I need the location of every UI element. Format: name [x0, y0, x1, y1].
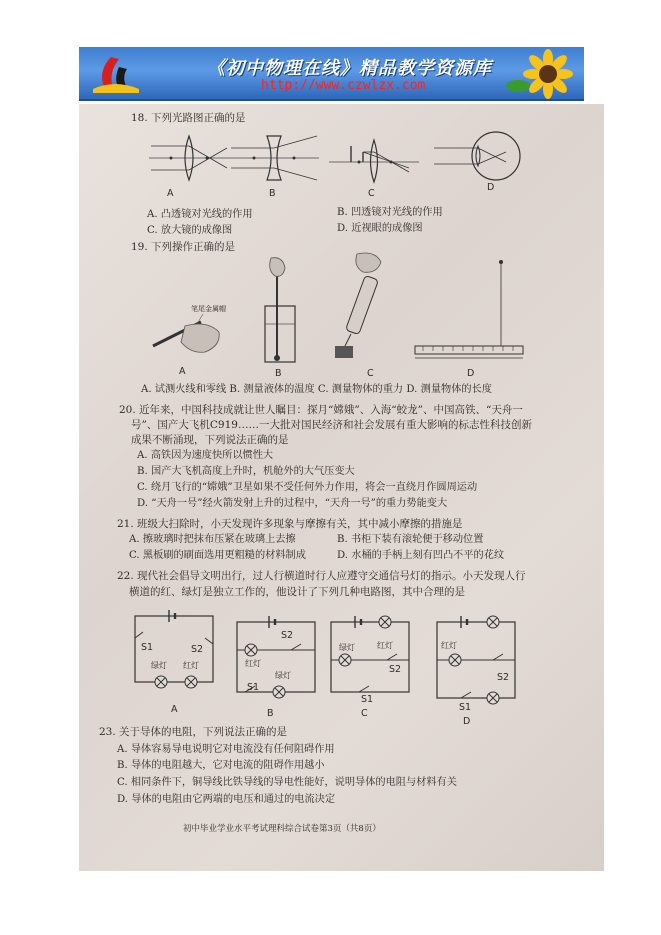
q18-label-b: B — [269, 188, 276, 199]
q18-option-d: D. 近视眼的成像图 — [337, 223, 423, 234]
q22-d-red: 红灯 — [441, 641, 457, 650]
q19-label-c: C — [367, 368, 374, 379]
q22-b-s1: S1 — [247, 682, 260, 693]
q22-b-s2: S2 — [281, 630, 294, 641]
q19-options: A. 试测火线和零线 B. 测量液体的温度 C. 测量物体的重力 D. 测量物体的长度 — [141, 384, 492, 395]
q22-stem-line-2: 横道的红、绿灯是独立工作的，他设计了下列几种电路图，其中合理的是 — [129, 586, 465, 598]
q22-b-red: 红灯 — [245, 659, 261, 668]
q22-c-s1: S1 — [361, 694, 374, 705]
q22-circuit-c — [325, 616, 415, 700]
exam-page-photo — [79, 104, 604, 871]
q20-stem-line-3: 成果不断涌现，下列说法正确的是 — [131, 434, 289, 446]
q22-d-s1: S1 — [459, 702, 472, 713]
q20-stem-line-1: 20. 近年来，中国科技成就让世人瞩目：探月“嫦娥”、入海“蛟龙”、中国高铁、“天舟一 — [119, 404, 523, 416]
q22-circuit-d — [431, 616, 521, 706]
banner-url[interactable]: http://www.czwlzx.com — [261, 78, 426, 93]
q18-label-a: A — [167, 188, 174, 199]
q21-option-b: B. 书柜下装有滚轮便于移动位置 — [337, 534, 484, 545]
q23-option-a: A. 导体容易导电说明它对电流没有任何阻碍作用 — [117, 744, 335, 755]
q20-option-c: C. 绕月飞行的“嫦娥”卫星如果不受任何外力作用，将会一直绕月作圆周运动 — [137, 482, 478, 493]
q18-stem: 18. 下列光路图正确的是 — [131, 112, 246, 124]
q19-label-b: B — [275, 368, 282, 379]
q19-figure-d-ruler — [409, 254, 529, 366]
q22-c-s2: S2 — [389, 664, 402, 675]
q21-option-d: D. 水桶的手柄上刻有凹凸不平的花纹 — [337, 550, 505, 561]
q21-option-a: A. 擦玻璃时把抹布压紧在玻璃上去擦 — [129, 534, 296, 545]
q22-label-a: A — [171, 704, 178, 715]
q19-pen-label: 笔尾金属帽 — [191, 305, 226, 313]
q18-figure-a — [149, 132, 229, 184]
q22-label-b: B — [267, 708, 274, 719]
q20-option-a: A. 高铁因为速度快所以惯性大 — [137, 450, 274, 461]
q18-label-c: C — [368, 188, 375, 199]
q19-figure-a-test-pen — [147, 312, 227, 358]
q18-label-d: D — [487, 182, 495, 193]
resource-banner — [79, 47, 584, 101]
q22-c-red: 红灯 — [377, 641, 393, 650]
q22-c-green: 绿灯 — [339, 643, 355, 652]
q23-option-c: C. 相同条件下，铜导线比铁导线的导电性能好，说明导体的电阻与材料有关 — [117, 777, 457, 788]
q22-d-s2: S2 — [497, 672, 510, 683]
q19-figure-c-spring-scale — [333, 250, 413, 364]
q23-stem: 23. 关于导体的电阻，下列说法正确的是 — [99, 726, 288, 738]
q18-figure-b — [229, 132, 319, 184]
q22-a-s2: S2 — [191, 644, 204, 655]
q19-label-a: A — [179, 366, 186, 377]
q23-option-d: D. 导体的电阻由它两端的电压和通过的电流决定 — [117, 794, 336, 805]
sunflower-icon — [504, 50, 578, 97]
q21-option-c: C. 黑板刷的刷面选用更粗糙的材料制成 — [129, 550, 306, 561]
q18-figure-c — [329, 132, 419, 184]
q22-b-green: 绿灯 — [275, 671, 291, 680]
exam-page-footer: 初中毕业学业水平考试理科综合试卷第3页（共8页） — [183, 824, 381, 834]
q22-a-red: 红灯 — [183, 661, 199, 670]
q22-stem-line-1: 22. 现代社会倡导文明出行，过人行横道时行人应遵守交通信号灯的指示。小天发现人行 — [117, 570, 526, 582]
q22-a-s1: S1 — [141, 642, 154, 653]
q20-stem-line-2: 号”、国产大飞机C919……一大批对国民经济和社会发展有重大影响的标志性科技创新 — [131, 419, 532, 431]
q18-option-b: B. 凹透镜对光线的作用 — [337, 207, 443, 218]
q22-label-d: D — [463, 716, 471, 727]
q18-option-a: A. 凸透镜对光线的作用 — [147, 209, 253, 220]
q20-option-d: D. “天舟一号”经火箭发射上升的过程中，“天舟一号”的重力势能变大 — [137, 498, 448, 509]
q22-label-c: C — [361, 708, 368, 719]
q22-a-green: 绿灯 — [151, 661, 167, 670]
q21-stem: 21. 班级大扫除时，小天发现许多现象与摩擦有关，其中减小摩擦的措施是 — [117, 518, 463, 530]
q19-figure-b-thermometer — [255, 254, 305, 366]
site-logo — [89, 53, 141, 93]
q19-label-d: D — [467, 368, 475, 379]
q20-option-b: B. 国产大飞机高度上升时，机舱外的大气压变大 — [137, 466, 355, 477]
q19-stem: 19. 下列操作正确的是 — [131, 241, 236, 253]
banner-title: 《初中物理在线》精品教学资源库 — [207, 58, 492, 79]
q23-option-b: B. 导体的电阻越大，它对电流的阻碍作用越小 — [117, 760, 325, 771]
q18-option-c: C. 放大镜的成像图 — [147, 225, 233, 236]
q18-figure-d — [434, 128, 524, 184]
